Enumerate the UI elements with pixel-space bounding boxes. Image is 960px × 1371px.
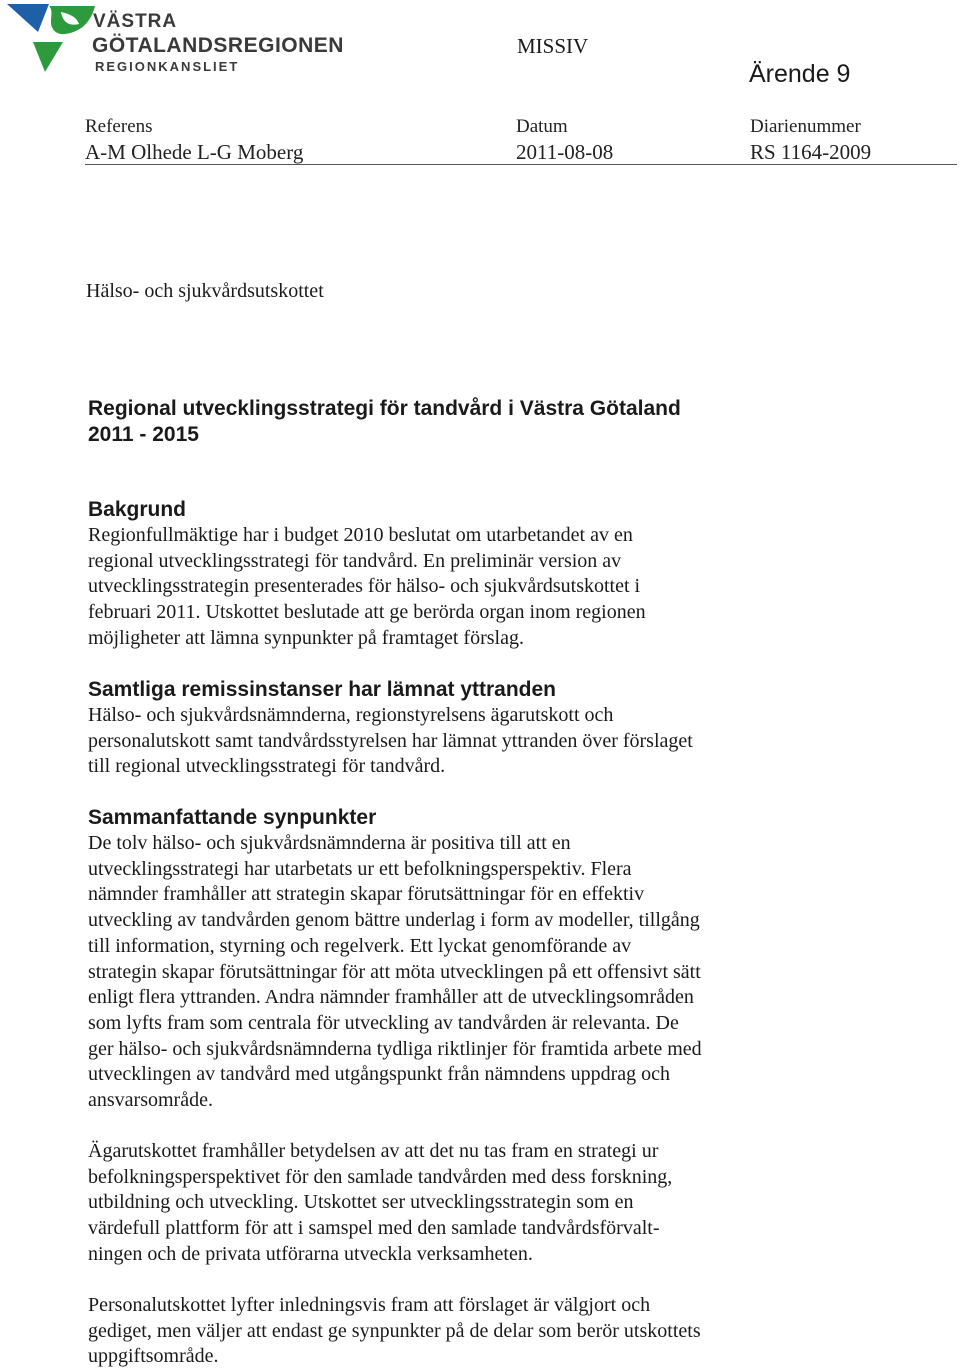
paragraph-agarutskottet: Ägarutskottet framhåller betydelsen av att det nu tas fram en strategi ur befolkningsperspektivet för den samlade tandvården med dess forskning, utbildning och utveckling. Utskottet ser utvecklingsstrategin som en värdefull plattform för att i samspel med den samlade tandvårdsförvalt- ningen och de privata utförarna utveckla verksamheten. bbox=[88, 1140, 673, 1265]
region-logo bbox=[5, 2, 365, 80]
item-number: Ärende 9 bbox=[749, 60, 851, 88]
section-heading-remiss: Samtliga remissinstanser har lämnat yttranden bbox=[88, 678, 556, 701]
section-body-bakgrund: Regionfullmäktige har i budget 2010 beslutat om utarbetandet av en regional utvecklingsstrategi för tandvård. En preliminär version av utvecklingsstrategin presenterades för hälso- och sjukvårdsutskottet i februari 2011. Utskottet beslutade att ge berörda organ inom regionen möjligheter att lämna synpunkter på framtaget förslag. bbox=[88, 524, 646, 649]
section-heading-bakgrund: Bakgrund bbox=[88, 498, 187, 521]
section-body-sammanfattande: De tolv hälso- och sjukvårdsnämnderna är positiva till att en utvecklingsstrategi har utarbetats ur ett befolkningsperspektiv. Flera nämnder framhåller att strategin skapar förutsättningar för en effektiv utveckling av tandvården genom bättre underlag i form av modeller, tillgång till information, styrning och regelverk. Ett lyckat genomförande av strategin skapar förutsättningar för att möta utvecklingen på ett offensivt sätt enligt flera yttranden. Andra nämnder framhåller att de utvecklingsområden som lyfts fram som centrala för utveckling av tandvården är relevanta. De ger hälso- och sjukvårdsnämnderna tydliga riktlinjer för framtida arbete med utvecklingen av tandvård med utgångspunkt från nämndens uppdrag och ansvarsområde. bbox=[88, 832, 702, 1112]
datum-label: Datum bbox=[516, 116, 568, 137]
diarienummer-label: Diarienummer bbox=[750, 116, 861, 137]
logo-line-2: GÖTALANDSREGIONEN bbox=[92, 34, 344, 57]
recipient: Hälso- och sjukvårdsutskottet bbox=[86, 280, 324, 302]
region-logo-mark-icon bbox=[5, 2, 97, 76]
header-divider bbox=[85, 164, 957, 165]
paragraph-personalutskottet: Personalutskottet lyfter inledningsvis fram att förslaget är välgjort och gediget, men väljer att endast ge synpunkter på de delar som berör utskottets uppgiftsområde. bbox=[88, 1294, 701, 1368]
datum-value: 2011-08-08 bbox=[516, 140, 614, 164]
logo-line-1: VÄSTRA bbox=[93, 11, 178, 32]
document-type: MISSIV bbox=[517, 34, 589, 58]
diarienummer-value: RS 1164-2009 bbox=[750, 140, 872, 164]
referens-value: A-M Olhede L-G Moberg bbox=[85, 140, 304, 164]
document-title: Regional utvecklingsstrategi för tandvård i Västra Götaland 2011 - 2015 bbox=[88, 397, 681, 446]
section-heading-sammanfattande: Sammanfattande synpunkter bbox=[88, 806, 377, 829]
referens-label: Referens bbox=[85, 116, 153, 137]
logo-line-3: REGIONKANSLIET bbox=[95, 59, 240, 74]
section-body-remiss: Hälso- och sjukvårdsnämnderna, regionstyrelsens ägarutskott och personalutskott samt tandvårdsstyrelsen har lämnat yttranden över förslaget till regional utvecklingsstrategi för tandvård. bbox=[88, 704, 693, 778]
